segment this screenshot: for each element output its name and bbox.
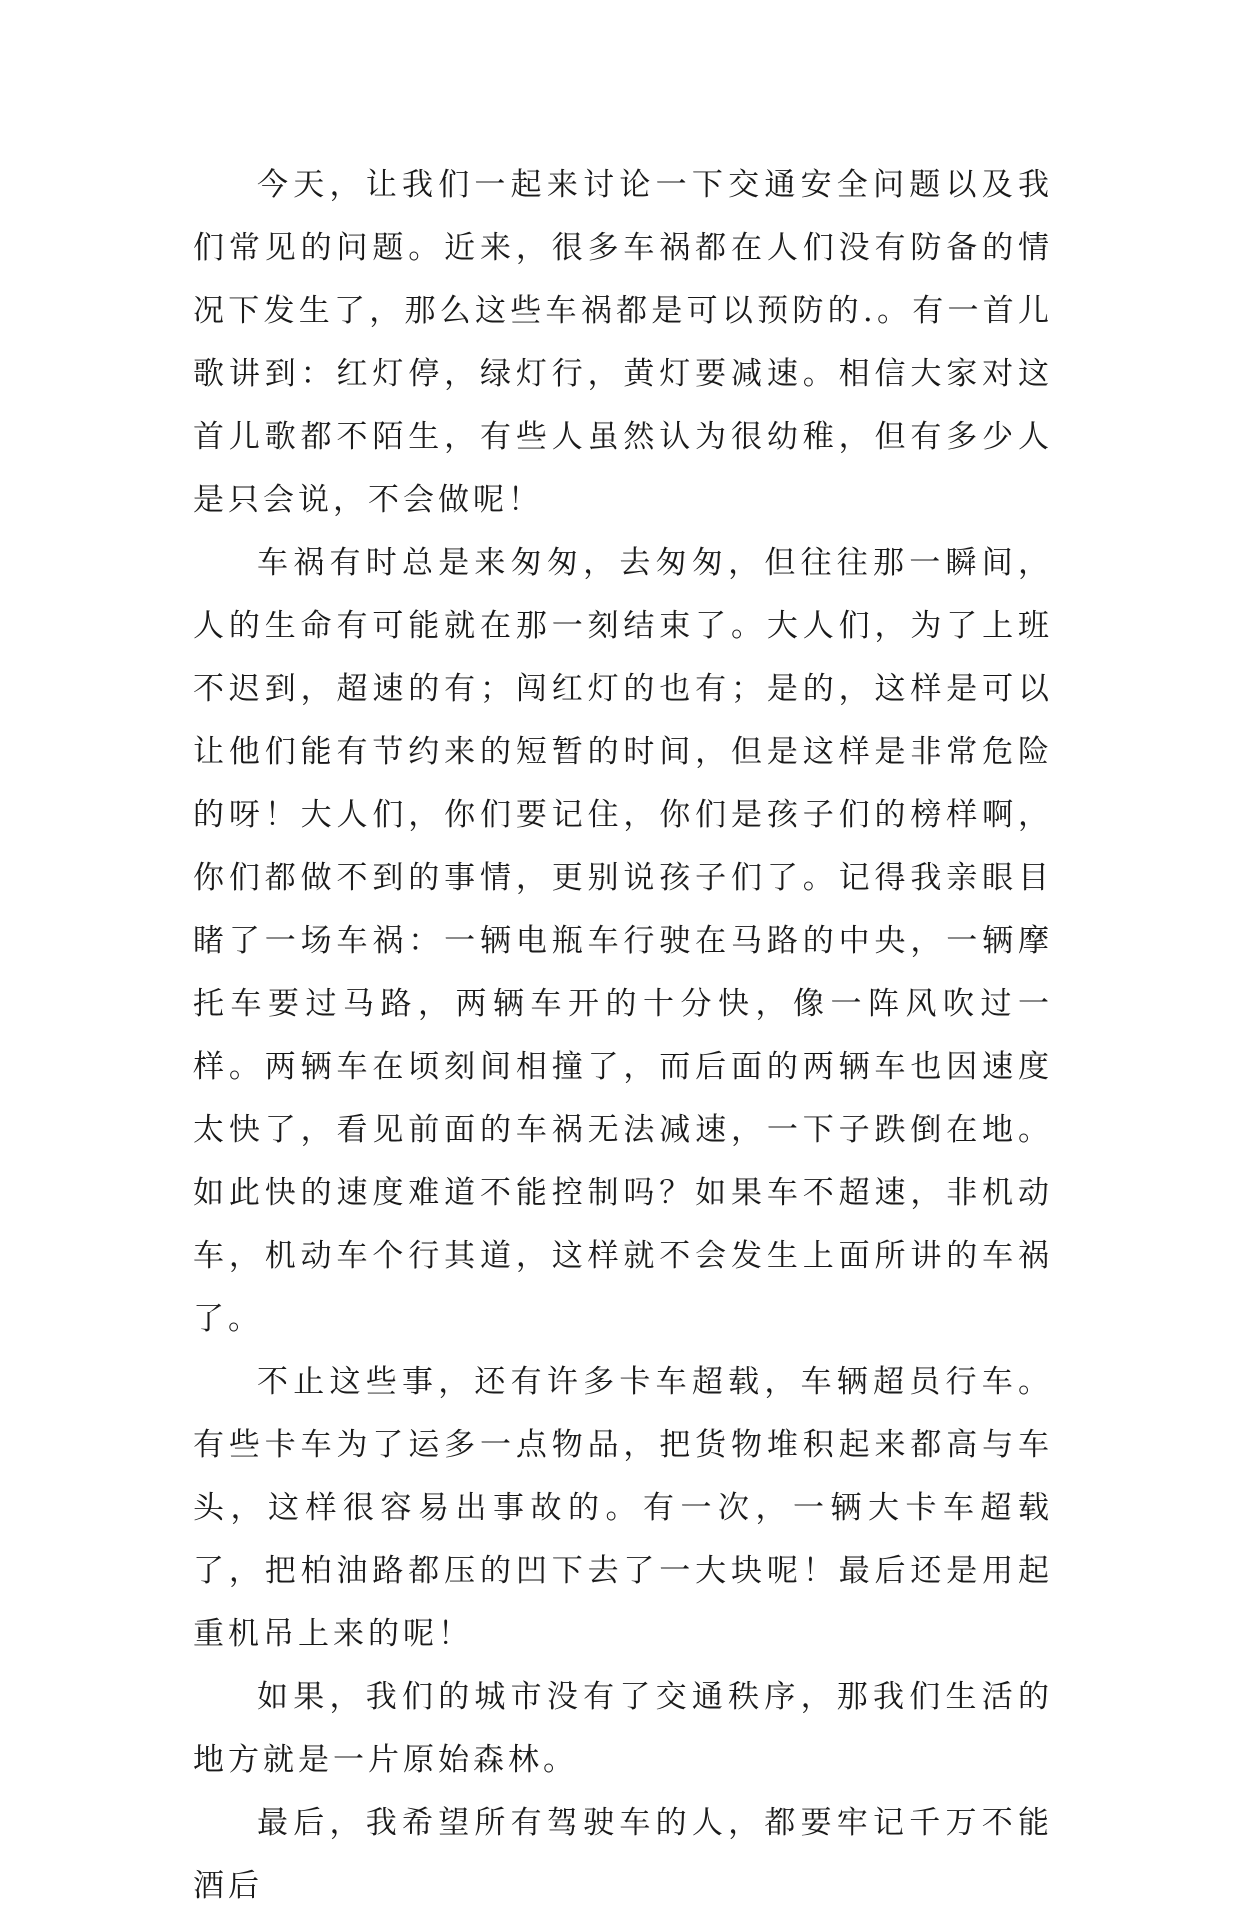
paragraph-3: 不止这些事，还有许多卡车超载，车辆超员行车。有些卡车为了运多一点物品，把货物堆积起来都高与车头，这样很容易出事故的。有一次，一辆大卡车超载了，把柏油路都压的凹下去了一大块呢！最后还是用起重机吊上来的呢！ xyxy=(193,1364,1053,1652)
paragraph-5: 最后，我希望所有驾驶车的人，都要牢记千万不能酒后 xyxy=(193,1805,1053,1904)
paragraph-4: 如果，我们的城市没有了交通秩序，那我们生活的地方就是一片原始森林。 xyxy=(193,1679,1053,1778)
paragraph-1: 今天，让我们一起来讨论一下交通安全问题以及我们常见的问题。近来，很多车祸都在人们没有防备的情况下发生了，那么这些车祸都是可以预防的.。有一首儿歌讲到：红灯停，绿灯行，黄灯要减速。相信大家对这首儿歌都不陌生，有些人虽然认为很幼稚，但有多少人是只会说，不会做呢！ xyxy=(193,167,1053,518)
paragraph-2: 车祸有时总是来匆匆，去匆匆，但往往那一瞬间，人的生命有可能就在那一刻结束了。大人们，为了上班不迟到，超速的有；闯红灯的也有；是的，这样是可以让他们能有节约来的短暂的时间，但是这样是非常危险的呀！大人们，你们要记住，你们是孩子们的榜样啊，你们都做不到的事情，更别说孩子们了。记得我亲眼目睹了一场车祸：一辆电瓶车行驶在马路的中央，一辆摩托车要过马路，两辆车开的十分快，像一阵风吹过一样。两辆车在顷刻间相撞了，而后面的两辆车也因速度太快了，看见前面的车祸无法减速，一下子跌倒在地。如此快的速度难道不能控制吗？如果车不超速，非机动车，机动车个行其道，这样就不会发生上面所讲的车祸了。 xyxy=(193,545,1053,1337)
document-body xyxy=(193,154,1053,1918)
